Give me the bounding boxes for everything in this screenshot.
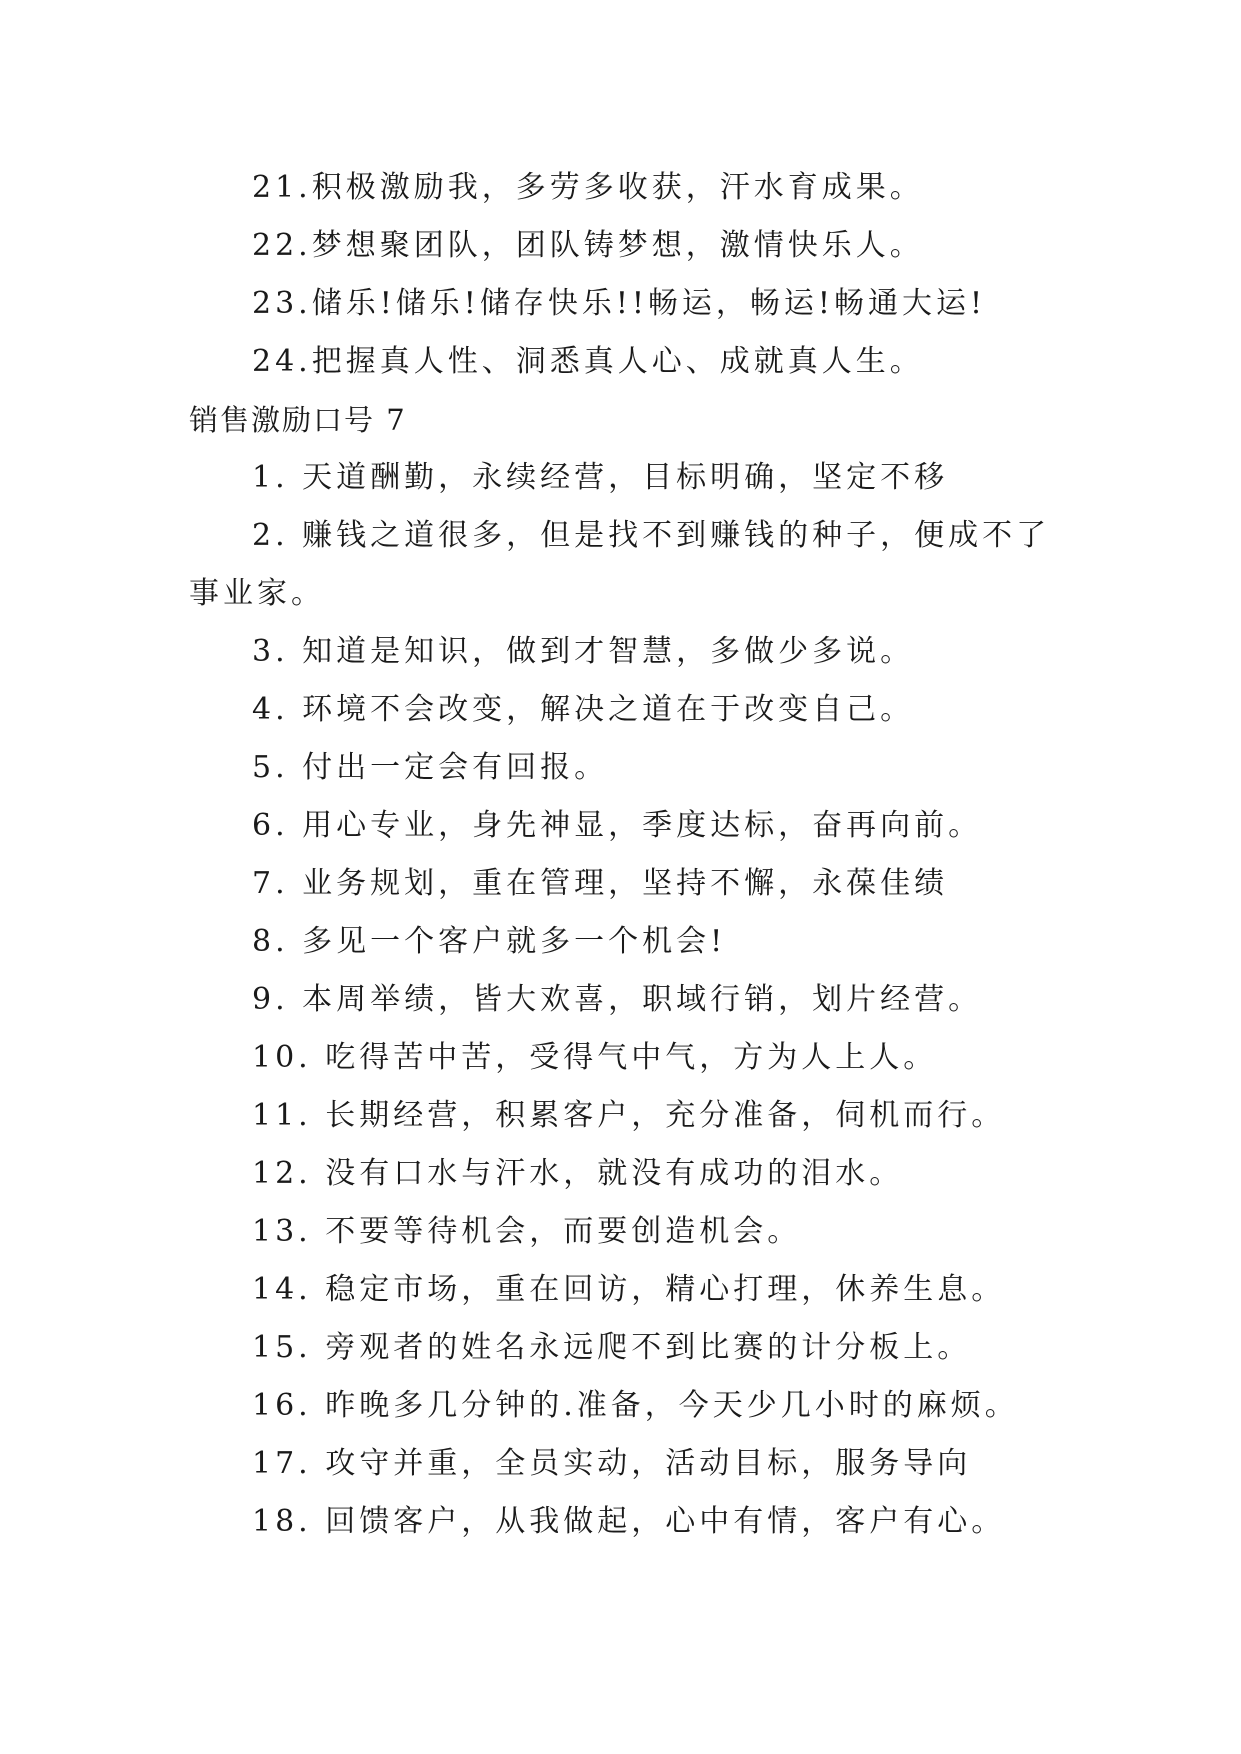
list-item: 1. 天道酬勤，永续经营，目标明确，坚定不移 bbox=[252, 460, 949, 495]
list-item: 8. 多见一个客户就多一个机会! bbox=[252, 924, 727, 959]
list-item: 5. 付出一定会有回报。 bbox=[252, 750, 609, 785]
list-item: 10. 吃得苦中苦，受得气中气，方为人上人。 bbox=[252, 1040, 938, 1075]
list-item-continuation: 事业家。 bbox=[189, 576, 325, 611]
list-item: 24.把握真人性、洞悉真人心、成就真人生。 bbox=[252, 344, 924, 379]
list-item: 17. 攻守并重，全员实动，活动目标，服务导向 bbox=[252, 1446, 972, 1481]
list-item: 22.梦想聚团队，团队铸梦想，激情快乐人。 bbox=[252, 228, 924, 263]
list-item: 15. 旁观者的姓名永远爬不到比赛的计分板上。 bbox=[252, 1330, 972, 1365]
list-item: 18. 回馈客户，从我做起，心中有情，客户有心。 bbox=[252, 1504, 1006, 1539]
list-item: 13. 不要等待机会，而要创造机会。 bbox=[252, 1214, 802, 1249]
list-item: 12. 没有口水与汗水，就没有成功的泪水。 bbox=[252, 1156, 904, 1191]
section-heading: 销售激励口号 7 bbox=[189, 403, 407, 437]
list-item: 14. 稳定市场，重在回访，精心打理，休养生息。 bbox=[252, 1272, 1006, 1307]
list-item: 11. 长期经营，积累客户，充分准备，伺机而行。 bbox=[252, 1098, 1006, 1133]
list-item: 21.积极激励我，多劳多收获，汗水育成果。 bbox=[252, 170, 924, 205]
list-item: 9. 本周举绩，皆大欢喜，职域行销，划片经营。 bbox=[252, 982, 983, 1017]
list-item: 23.储乐!储乐!储存快乐!!畅运，畅运!畅通大运! bbox=[252, 286, 987, 321]
list-item: 7. 业务规划，重在管理，坚持不懈，永葆佳绩 bbox=[252, 866, 949, 901]
list-item: 16. 昨晚多几分钟的.准备，今天少几小时的麻烦。 bbox=[252, 1388, 1019, 1423]
list-item: 2. 赚钱之道很多，但是找不到赚钱的种子，便成不了 bbox=[252, 518, 1051, 553]
list-item: 3. 知道是知识，做到才智慧，多做少多说。 bbox=[252, 634, 915, 669]
list-item: 4. 环境不会改变，解决之道在于改变自己。 bbox=[252, 692, 915, 727]
list-item: 6. 用心专业，身先神显，季度达标，奋再向前。 bbox=[252, 808, 983, 843]
